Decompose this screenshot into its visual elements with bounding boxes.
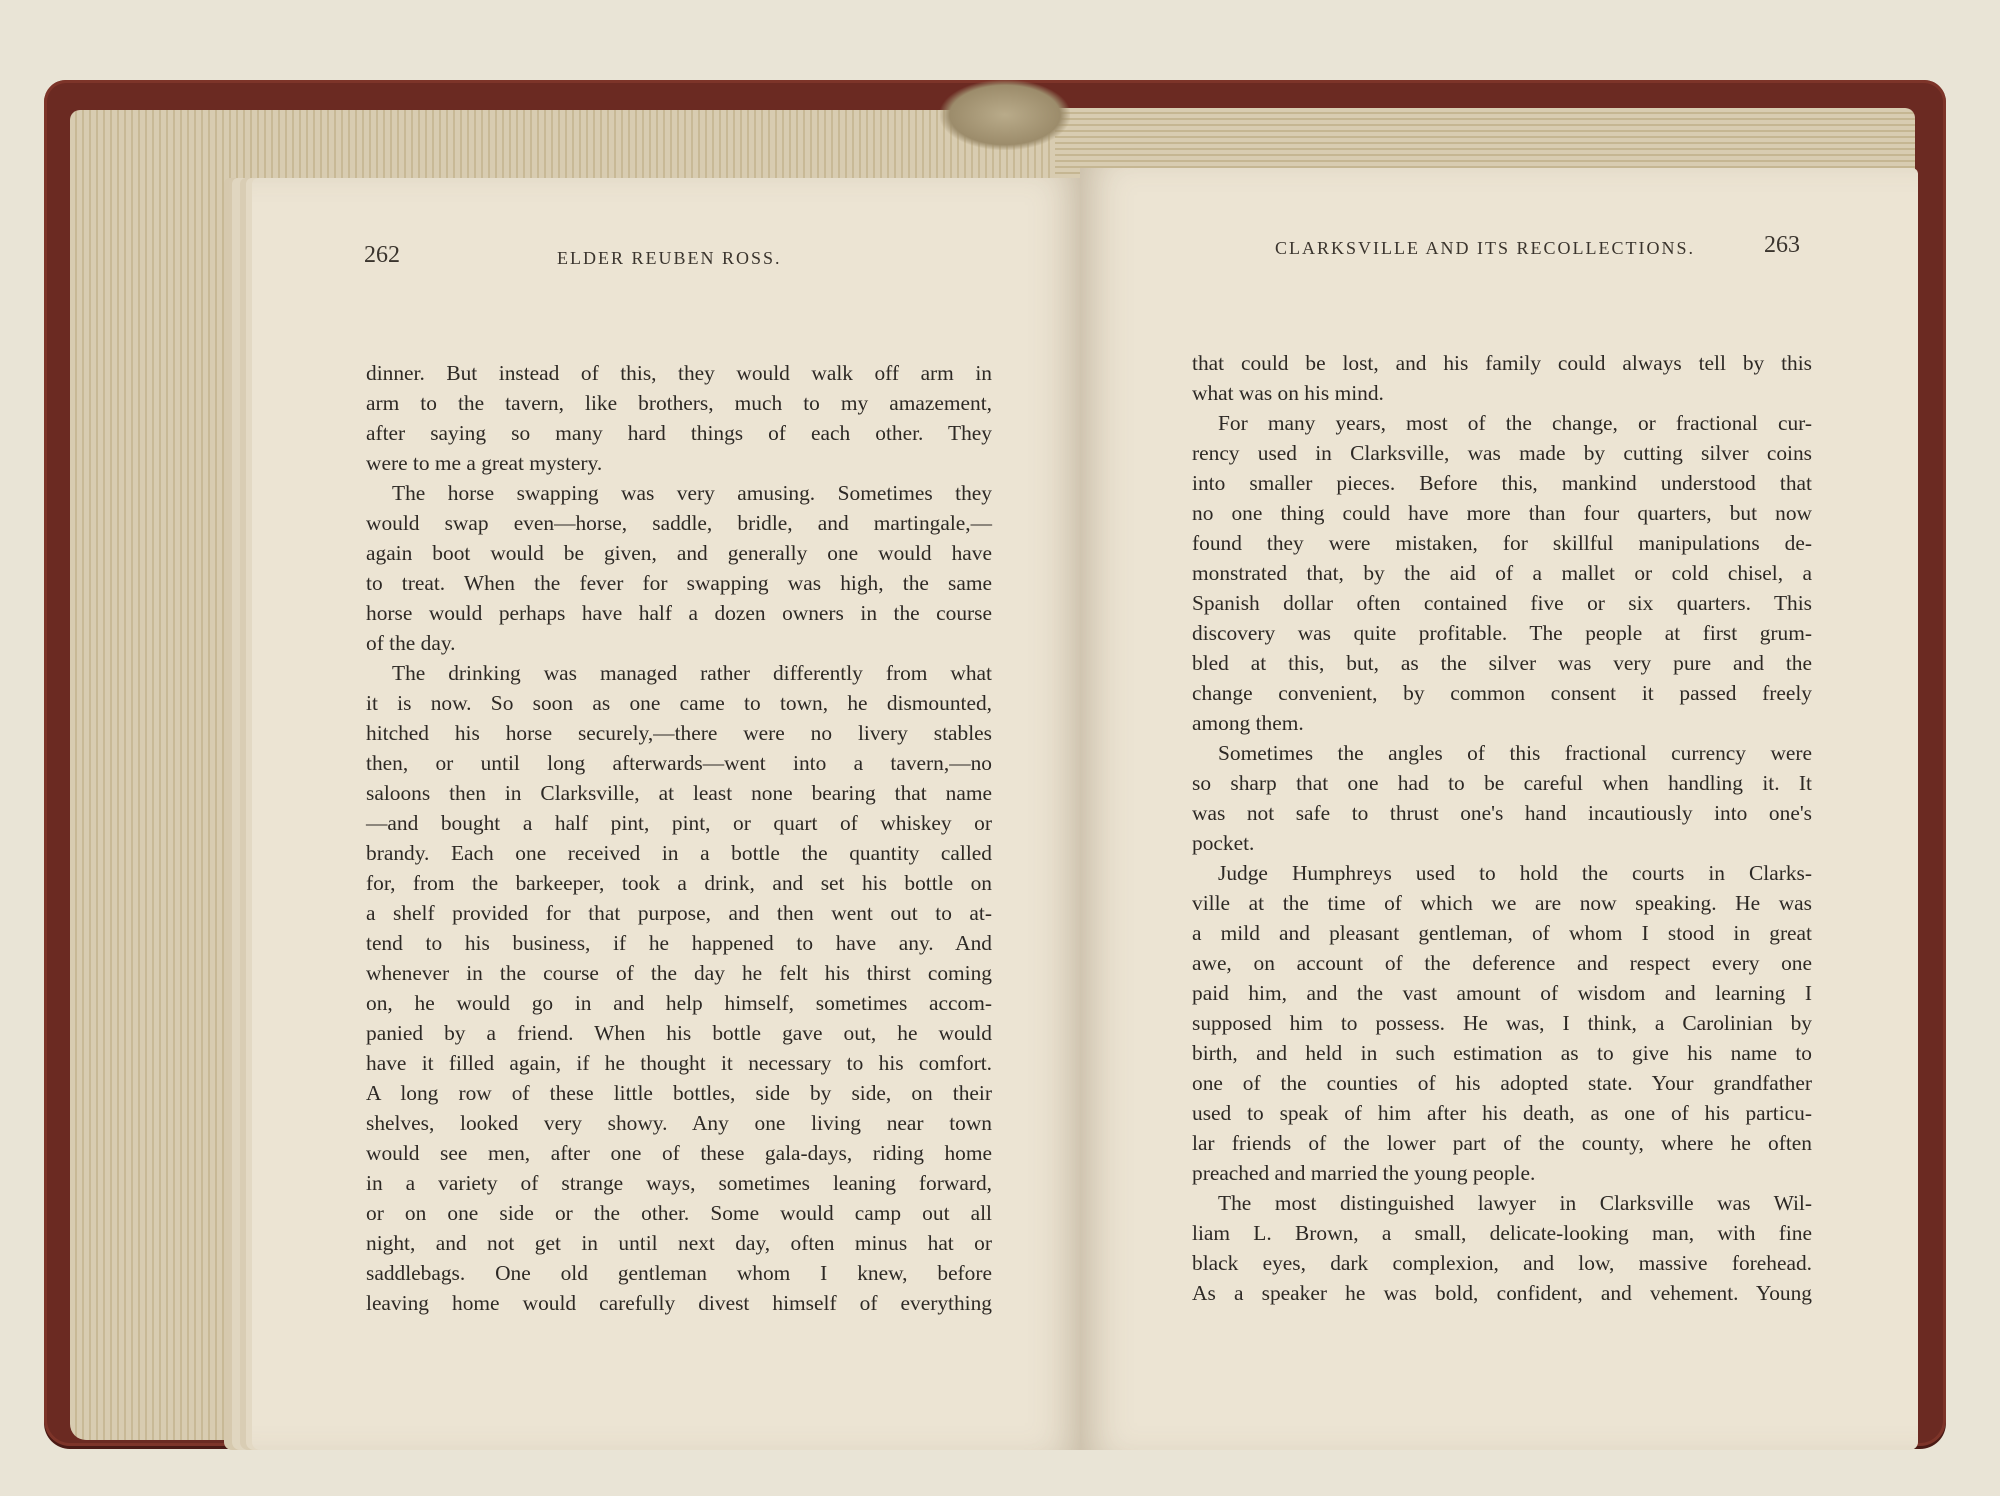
text-line: birth, and held in such estimation as to give his name to [1192,1041,1812,1065]
text-line: awe, on account of the deference and respect every one [1192,951,1812,975]
book-spine [940,80,1070,150]
page-number: 263 [1764,232,1800,258]
text-line: then, or until long afterwards—went into a tavern,—no [366,751,992,775]
text-line: —and bought a half pint, pint, or quart of whiskey or [366,811,992,835]
text-line: it is now. So soon as one came to town, he dismounted, [366,691,992,715]
text-line: night, and not get in until next day, often minus hat or [366,1231,992,1255]
text-line: The drinking was managed rather differently from what [392,661,992,685]
text-line: The horse swapping was very amusing. Sometimes they [392,481,992,505]
text-line: for, from the barkeeper, took a drink, and set his bottle on [366,871,992,895]
text-line: a mild and pleasant gentleman, of whom I stood in great [1192,921,1812,945]
text-line: would see men, after one of these gala-days, riding home [366,1141,992,1165]
text-line: Judge Humphreys used to hold the courts in Clarks- [1218,861,1812,885]
left-page [252,178,1082,1450]
running-head: ELDER REUBEN ROSS. [557,248,782,268]
text-line: paid him, and the vast amount of wisdom and learning I [1192,981,1812,1005]
page-body-text [1192,348,1812,1308]
text-line: saddlebags. One old gentleman whom I knew, before [366,1261,992,1285]
text-line: again boot would be given, and generally one would have [366,541,992,565]
text-line: of the day. [366,631,456,655]
text-line: among them. [1192,711,1304,735]
text-line: what was on his mind. [1192,381,1384,405]
text-line: change convenient, by common consent it passed freely [1192,681,1812,705]
text-line: liam L. Brown, a small, delicate-looking man, with fine [1192,1221,1812,1245]
text-line: in a variety of strange ways, sometimes leaning forward, [366,1171,992,1195]
text-line: on, he would go in and help himself, sometimes accom- [366,991,992,1015]
text-line: For many years, most of the change, or fractional cur- [1218,411,1812,435]
text-line: were to me a great mystery. [366,451,603,475]
text-line: bled at this, but, as the silver was very pure and the [1192,651,1812,675]
text-line: have it filled again, if he thought it necessary to his comfort. [366,1051,992,1075]
running-head: CLARKSVILLE AND ITS RECOLLECTIONS. [1275,238,1695,258]
text-line: whenever in the course of the day he felt his thirst coming [366,961,992,985]
text-line: one of the counties of his adopted state. Your grandfather [1192,1071,1812,1095]
text-line: brandy. Each one received in a bottle the quantity called [366,841,992,865]
text-line: A long row of these little bottles, side by side, on their [366,1081,992,1105]
text-line: leaving home would carefully divest himself of everything [366,1291,992,1315]
text-line: to treat. When the fever for swapping was high, the same [366,571,992,595]
text-line: was not safe to thrust one's hand incautiously into one's [1192,801,1812,825]
text-line: no one thing could have more than four quarters, but now [1192,501,1812,525]
text-line: used to speak of him after his death, as one of his particu- [1192,1101,1812,1125]
text-line: shelves, looked very showy. Any one living near town [366,1111,992,1135]
text-line: rency used in Clarksville, was made by cutting silver coins [1192,441,1812,465]
text-line: hitched his horse securely,—there were no livery stables [366,721,992,745]
text-line: a shelf provided for that purpose, and then went out to at- [366,901,992,925]
text-line: tend to his business, if he happened to have any. And [366,931,992,955]
text-line: Sometimes the angles of this fractional currency were [1218,741,1812,765]
text-line: black eyes, dark complexion, and low, massive forehead. [1192,1251,1812,1275]
text-line: As a speaker he was bold, confident, and vehement. Young [1192,1281,1812,1305]
text-line: lar friends of the lower part of the county, where he often [1192,1131,1812,1155]
page-number: 262 [364,242,400,268]
text-line: arm to the tavern, like brothers, much to my amazement, [366,391,992,415]
text-line: supposed him to possess. He was, I think, a Carolinian by [1192,1011,1812,1035]
text-line: horse would perhaps have half a dozen owners in the course [366,601,992,625]
text-line: into smaller pieces. Before this, mankind understood that [1192,471,1812,495]
text-line: monstrated that, by the aid of a mallet or cold chisel, a [1192,561,1812,585]
text-line: would swap even—horse, saddle, bridle, and martingale,— [366,511,992,535]
text-line: found they were mistaken, for skillful manipulations de- [1192,531,1812,555]
text-line: The most distinguished lawyer in Clarksville was Wil- [1218,1191,1812,1215]
text-line: pocket. [1192,831,1255,855]
text-line: after saying so many hard things of each other. They [366,421,992,445]
text-line: Spanish dollar often contained five or six quarters. This [1192,591,1812,615]
page-body-text [366,358,992,1318]
text-line: dinner. But instead of this, they would walk off arm in [366,361,992,385]
text-line: panied by a friend. When his bottle gave out, he would [366,1021,992,1045]
text-line: saloons then in Clarksville, at least none bearing that name [366,781,992,805]
text-line: or on one side or the other. Some would camp out all [366,1201,992,1225]
text-line: ville at the time of which we are now speaking. He was [1192,891,1812,915]
text-line: that could be lost, and his family could always tell by this [1192,351,1812,375]
text-line: so sharp that one had to be careful when handling it. It [1192,771,1812,795]
text-line: discovery was quite profitable. The people at first grum- [1192,621,1812,645]
right-page [1080,168,1918,1450]
text-line: preached and married the young people. [1192,1161,1536,1185]
